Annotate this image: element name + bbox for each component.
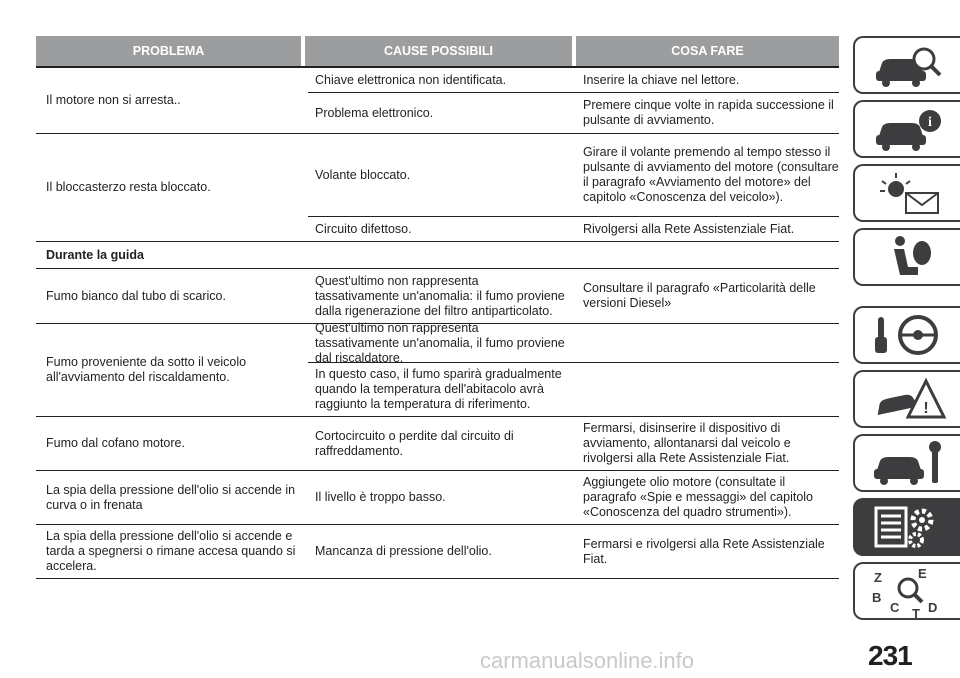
alphabet-index-icon	[868, 564, 948, 618]
table-row	[36, 471, 839, 525]
problem-cell: La spia della pressione dell'olio si accende in curva o in frenata	[46, 482, 296, 512]
table-row	[36, 320, 839, 417]
svg-text:Z: Z	[873, 570, 882, 585]
svg-text:D: D	[927, 600, 937, 615]
row-lines	[308, 68, 839, 133]
action-cell: Consultare il paragrafo «Particolarità delle versioni Diesel»	[583, 281, 816, 310]
tab-car-magnifier[interactable]	[853, 36, 960, 94]
header-cosa-fare: COSA FARE	[576, 36, 839, 66]
list-gears-icon	[868, 502, 948, 552]
svg-text:C: C	[889, 600, 899, 615]
cause-cell: Cortocircuito o perdite dal circuito di raffreddamento.	[315, 428, 514, 458]
svg-text:T: T	[911, 606, 920, 618]
svg-text:!: !	[922, 400, 929, 417]
car-crash-warning-icon	[868, 375, 948, 423]
problem-cell: La spia della pressione dell'olio si accende e tarda a spegnersi o rimane accesa quando si accelera.	[46, 529, 296, 573]
car-info-icon	[868, 105, 948, 153]
action-cell: Premere cinque volte in rapida successione il pulsante di avviamento.	[583, 98, 834, 127]
page-number: 231	[868, 640, 912, 671]
svg-text:i: i	[927, 115, 932, 130]
header-problema: PROBLEMA	[36, 36, 301, 66]
action-cell: Aggiungete olio motore (consultate il paragrafo «Spie e messaggi» del capitolo «Conoscenza del quadro strumenti»).	[583, 475, 814, 519]
car-magnifier-icon	[868, 41, 948, 89]
warning-light-envelope-icon	[868, 169, 948, 217]
table-row	[36, 417, 839, 471]
action-cell: Girare il volante premendo al tempo stesso il pulsante di avviamento del motore (consultare il paragrafo «Avviamento del motore» del capitolo «Conoscenza del veicolo»).	[583, 145, 839, 204]
action-cell: Fermarsi e rivolgersi alla Rete Assistenziale Fiat.	[583, 536, 825, 566]
tab-emergency[interactable]	[853, 370, 960, 428]
cause-cell: Mancanza di pressione dell'olio.	[315, 544, 492, 558]
tab-car-info[interactable]	[853, 100, 960, 158]
tab-maintenance[interactable]	[853, 434, 960, 492]
table-header	[36, 36, 839, 66]
action-cell: Inserire la chiave nel lettore.	[583, 72, 740, 87]
problem-cell: Fumo bianco dal tubo di scarico.	[46, 288, 226, 303]
svg-text:B: B	[871, 590, 881, 605]
car-tools-icon	[868, 439, 948, 487]
action-cell: Rivolgersi alla Rete Assistenziale Fiat.	[583, 221, 795, 236]
problem-cell: Fumo proveniente da sotto il veicolo all'avviamento del riscaldamento.	[46, 355, 247, 384]
tab-technical-data[interactable]	[853, 498, 960, 556]
table-row	[36, 525, 839, 579]
problem-cell: Il bloccasterzo resta bloccato.	[46, 180, 211, 194]
table-row	[36, 269, 839, 324]
problem-cell: Il motore non si arresta..	[46, 93, 181, 107]
cause-cell: In questo caso, il fumo sparirà gradualmente quando la temperatura dell'abitacolo avrà raggiunto la temperatura di riferimento.	[315, 367, 562, 411]
cause-cell: Quest'ultimo non rappresenta tassativamente un'anomalia, il fumo proviene dal riscaldatore.	[315, 320, 565, 365]
svg-text:E: E	[917, 566, 927, 581]
cause-cell: Volante bloccato.	[315, 167, 411, 182]
tab-safety[interactable]	[853, 228, 960, 286]
tab-starting-driving[interactable]	[853, 306, 960, 364]
seat-airbag-icon	[868, 233, 948, 281]
cause-cell: Quest'ultimo non rappresenta tassativamente un'anomalia: il fumo proviene dalla rigenerazione del filtro antiparticolato.	[315, 273, 565, 318]
table-row	[36, 134, 839, 242]
tab-warning-lights[interactable]	[853, 164, 960, 222]
cause-cell: Circuito difettoso.	[315, 221, 412, 236]
section-title: Durante la guida	[36, 242, 839, 269]
table-row	[36, 66, 839, 134]
cause-cell: Chiave elettronica non identificata.	[315, 72, 507, 87]
cause-cell: Il livello è troppo basso.	[315, 490, 446, 504]
action-cell	[576, 324, 839, 362]
tab-index[interactable]	[853, 562, 960, 620]
row-lines	[308, 134, 839, 241]
cause-cell: Problema elettronico.	[315, 105, 434, 120]
action-cell: Fermarsi, disinserire il dispositivo di avviamento, allontanarsi dal veicolo e rivolgersi alla Rete Assistenziale Fiat.	[583, 421, 791, 465]
problem-cell: Fumo dal cofano motore.	[46, 436, 185, 450]
key-steering-wheel-icon	[868, 307, 948, 363]
header-cause: CAUSE POSSIBILI	[305, 36, 572, 66]
action-cell	[576, 363, 839, 416]
row-lines	[308, 320, 839, 416]
troubleshooting-table	[36, 36, 839, 579]
watermark: carmanualsonline.info	[480, 648, 695, 673]
